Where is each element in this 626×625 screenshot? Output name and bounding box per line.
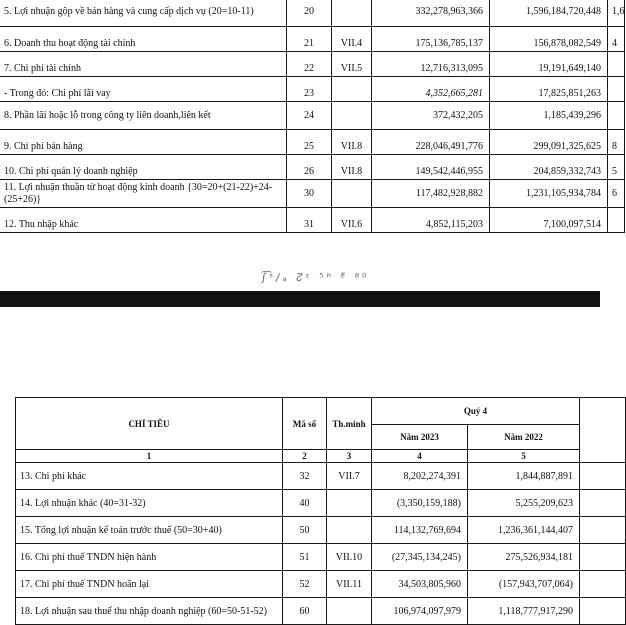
row-value-2022: 1,844,887,891 [468,463,580,490]
row-value-2023: 332,278,963,366 [372,0,490,27]
row-value-extra [608,77,625,102]
row-note: VII.4 [332,27,372,52]
row-note: VII.6 [332,208,372,233]
row-note: VII.8 [332,130,372,155]
row-value-2022: 156,878,082,549 [490,27,608,52]
row-code: 40 [283,490,327,517]
row-code: 50 [283,517,327,544]
row-value-2023: 8,202,274,391 [372,463,468,490]
row-value-extra [608,102,625,130]
header-extra [580,398,626,463]
header-year-2023: Năm 2023 [372,425,468,450]
table-row [16,517,626,544]
row-code: 21 [287,27,332,52]
row-label: 13. Chi phí khác [16,463,283,490]
row-label: 15. Tổng lợi nhuận kế toán trước thuế (50=30+40) [16,517,283,544]
row-value-2023: 175,136,785,137 [372,27,490,52]
row-value-2022: (157,943,707,064) [468,571,580,598]
table-row [16,490,626,517]
row-value-2022: 7,100,097,514 [490,208,608,233]
row-note: VII.11 [327,571,372,598]
row-value-2022: 1,185,439,296 [490,102,608,130]
row-value-2022: 5,255,209,623 [468,490,580,517]
table-row [16,544,626,571]
bottom-table-body [16,463,626,625]
header-index-3: 3 [327,450,372,463]
row-value-2022: 17,825,851,263 [490,77,608,102]
row-value-2023: 12,716,313,095 [372,52,490,77]
header-code: Mã số [283,398,327,450]
table-row [0,130,625,155]
row-value-2022: 299,091,325,625 [490,130,608,155]
row-note: VII.5 [332,52,372,77]
row-label: 6. Doanh thu hoạt động tài chính [0,27,287,52]
header-year-2022: Năm 2022 [468,425,580,450]
row-code: 32 [283,463,327,490]
row-label: - Trong đó: Chi phí lãi vay [0,77,287,102]
row-label: 8. Phần lãi hoặc lỗ trong công ty liên doanh,liên kết [0,102,287,130]
row-code: 52 [283,571,327,598]
row-label: 11. Lợi nhuận thuần từ hoạt động kinh doanh {30=20+(21-22)+24-(25+26)} [0,180,287,208]
row-note: VII.7 [327,463,372,490]
row-value-2022: 19,191,649,140 [490,52,608,77]
row-value-2022: 1,231,105,934,784 [490,180,608,208]
table-row [0,27,625,52]
header-index-1: 1 [16,450,283,463]
row-code: 25 [287,130,332,155]
row-code: 20 [287,0,332,27]
bottom-table-header [16,398,626,463]
row-value-extra [608,208,625,233]
table-row [0,0,625,27]
row-code: 51 [283,544,327,571]
header-index-2: 2 [283,450,327,463]
table-row [0,155,625,180]
row-value-extra: 5 [608,155,625,180]
row-label: 10. Chi phí quản lý doanh nghiệp [0,155,287,180]
row-value-extra [580,463,626,490]
row-code: 26 [287,155,332,180]
row-value-extra [580,598,626,625]
row-value-extra [580,490,626,517]
row-label: 12. Thu nhập khác [0,208,287,233]
table-row [16,463,626,490]
row-code: 22 [287,52,332,77]
row-value-2023: 149,542,446,955 [372,155,490,180]
row-note: VII.8 [332,155,372,180]
row-note [332,102,372,130]
row-value-extra: 8 [608,130,625,155]
row-note [327,598,372,625]
stamp-mark: ʃ͡ˢ/ₐ ↊ᵋ ⁵ʰ ᵉ̃ ⁸⁰ [261,271,371,284]
table-row [0,77,625,102]
row-note [332,180,372,208]
table-row [0,102,625,130]
row-value-2023: 106,974,097,979 [372,598,468,625]
row-value-2023: 4,852,115,203 [372,208,490,233]
row-label: 5. Lợi nhuận gộp về bán hàng và cung cấp dịch vụ (20=10-11) [0,0,287,27]
row-label: 7. Chi phí tài chính [0,52,287,77]
header-note: Th.minh [327,398,372,450]
row-note: VII.10 [327,544,372,571]
table-row [16,571,626,598]
row-value-extra [580,517,626,544]
row-value-extra: 1,6 [608,0,625,27]
row-note [332,77,372,102]
row-note [327,490,372,517]
row-note [332,0,372,27]
row-label: 9. Chi phí bán hàng [0,130,287,155]
page-separator [0,291,600,307]
row-value-2022: 1,596,184,720,448 [490,0,608,27]
row-code: 30 [287,180,332,208]
row-value-2023: 34,503,805,960 [372,571,468,598]
row-value-extra [580,544,626,571]
header-quarter: Quý 4 [372,398,580,425]
row-value-2023: (27,345,134,245) [372,544,468,571]
row-value-2022: 1,118,777,917,290 [468,598,580,625]
row-value-extra: 6 [608,180,625,208]
table-row [0,180,625,208]
header-item: CHỈ TIÊU [16,398,283,450]
row-label: 17. Chi phí thuế TNDN hoãn lại [16,571,283,598]
row-value-2023: 372,432,205 [372,102,490,130]
table-row [0,208,625,233]
row-value-2022: 204,859,332,743 [490,155,608,180]
row-value-2022: 1,236,361,144,407 [468,517,580,544]
row-code: 24 [287,102,332,130]
row-label: 18. Lợi nhuận sau thuế thu nhập doanh nghiệp (60=50-51-52) [16,598,283,625]
row-value-extra [608,52,625,77]
row-label: 14. Lợi nhuận khác (40=31-32) [16,490,283,517]
row-value-2023: (3,350,159,188) [372,490,468,517]
top-table-body [0,0,625,233]
row-code: 31 [287,208,332,233]
row-value-2023: 114,132,769,694 [372,517,468,544]
header-index-5: 5 [468,450,580,463]
income-statement-table-top [0,0,625,233]
row-code: 60 [283,598,327,625]
row-value-extra [580,571,626,598]
row-value-2023: 4,352,665,281 [372,77,490,102]
row-label: 16. Chi phí thuế TNDN hiện hành [16,544,283,571]
row-note [327,517,372,544]
row-value-2023: 228,046,491,776 [372,130,490,155]
table-row [16,598,626,625]
table-row [0,52,625,77]
income-statement-table-bottom [15,397,626,625]
row-code: 23 [287,77,332,102]
row-value-2023: 117,482,928,882 [372,180,490,208]
row-value-2022: 275,526,934,181 [468,544,580,571]
row-value-extra: 4 [608,27,625,52]
header-index-4: 4 [372,450,468,463]
